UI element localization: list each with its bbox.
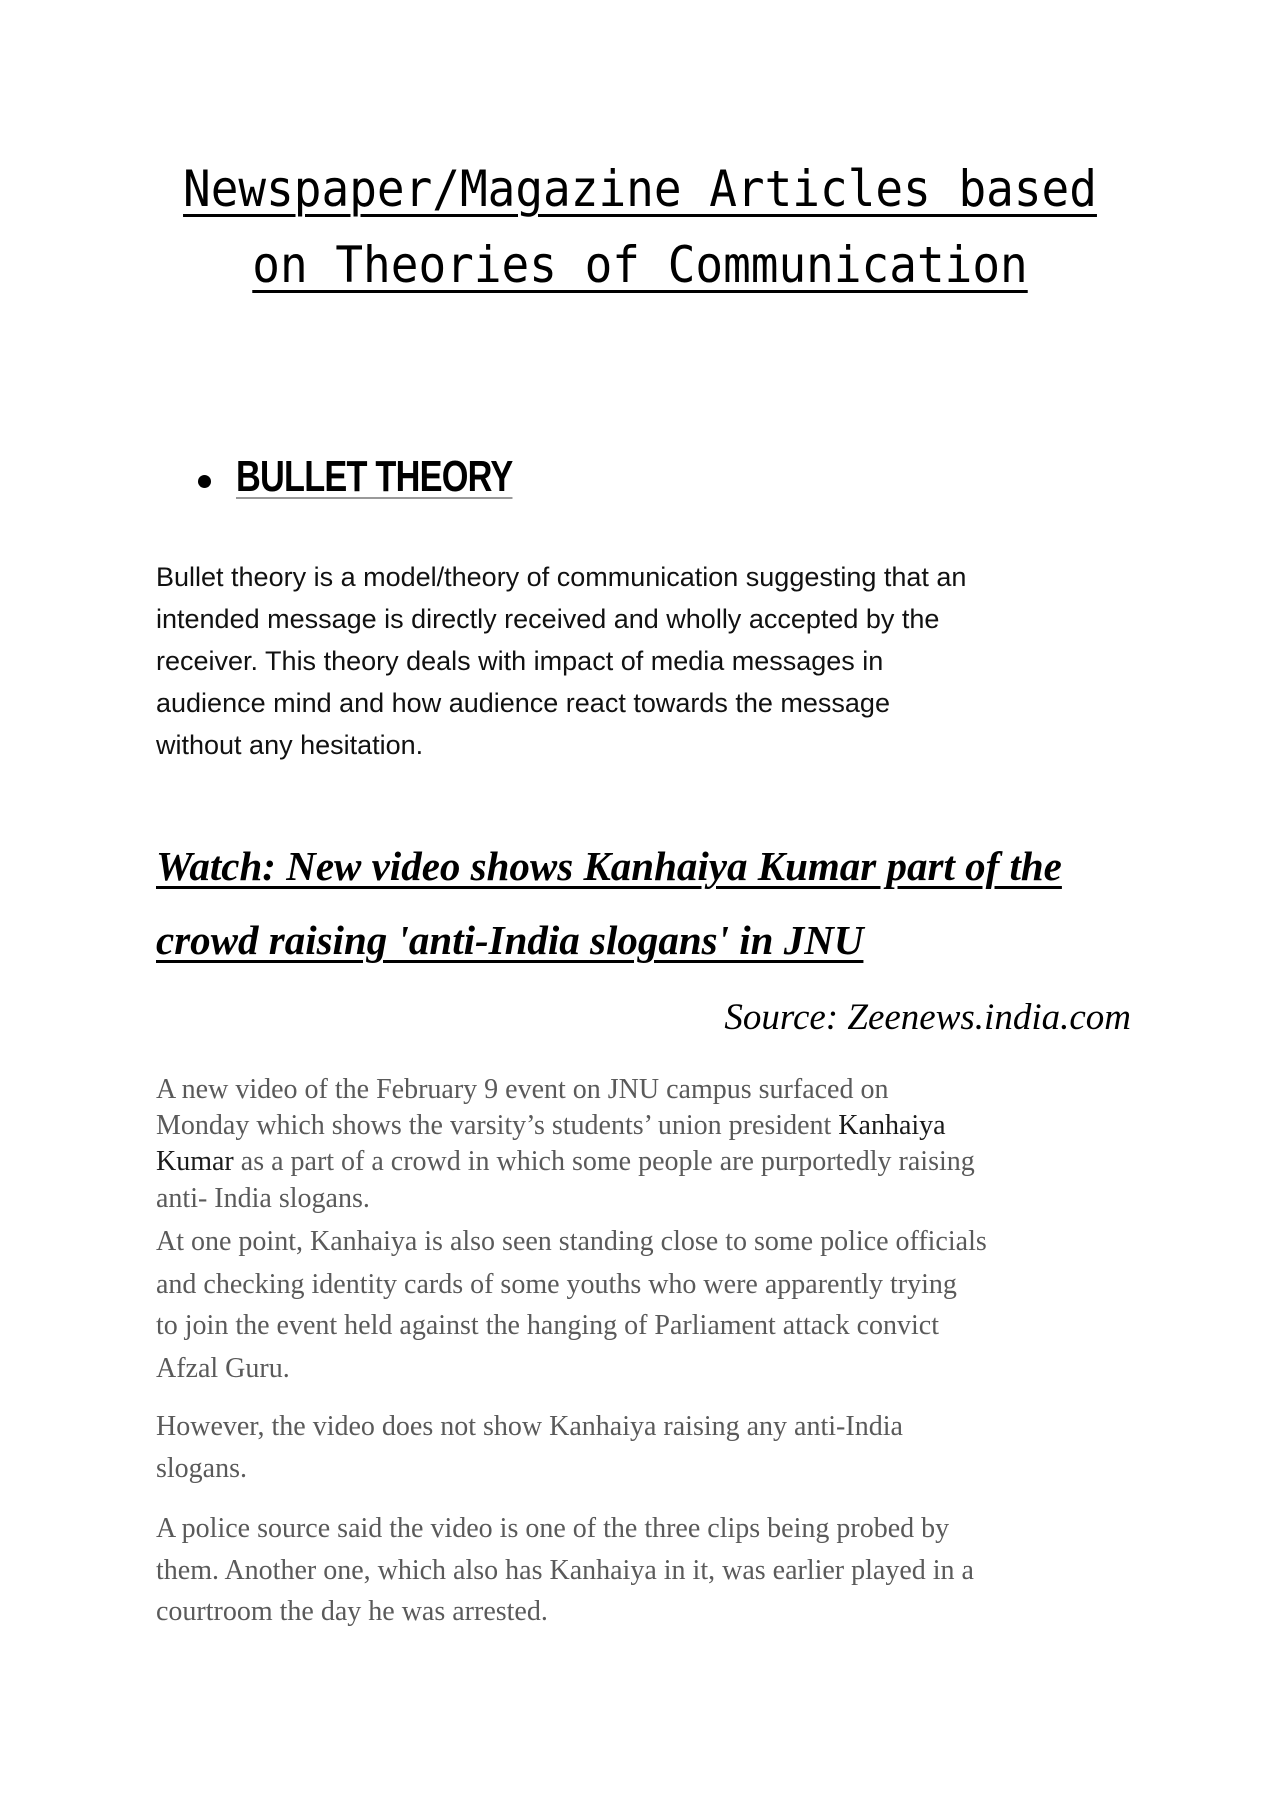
intro-line: Bullet theory is a model/theory of communication suggesting that an <box>156 562 967 592</box>
article-line: to join the event held against the hanging of Parliament attack convict <box>156 1310 939 1341</box>
article-line: anti- India slogans. <box>156 1183 370 1214</box>
article-line <box>156 1146 975 1178</box>
intro-line: without any hesitation. <box>156 730 424 760</box>
article-line: and checking identity cards of some youths who were apparently trying <box>156 1269 957 1300</box>
bullet-icon <box>198 475 211 488</box>
page-title-line-2: on Theories of Communication <box>252 236 1028 294</box>
article-text: as a part of a crowd in which some people are purportedly raising <box>233 1146 975 1177</box>
article-headline-line-2: crowd raising 'anti-India slogans' in JNU <box>156 917 864 963</box>
article-line: At one point, Kanhaiya is also seen standing close to some police officials <box>156 1226 987 1257</box>
article-line: them. Another one, which also has Kanhaiya in it, was earlier played in a <box>156 1555 974 1586</box>
article-line: slogans. <box>156 1453 247 1484</box>
article-line: However, the video does not show Kanhaiya raising any anti-India <box>156 1411 903 1442</box>
article-headline-line-1: Watch: New video shows Kanhaiya Kumar part of the <box>156 843 1062 889</box>
name-highlight: Kumar <box>156 1146 234 1177</box>
intro-line: intended message is directly received and wholly accepted by the <box>156 604 940 634</box>
article-line: A police source said the video is one of the three clips being probed by <box>156 1513 950 1544</box>
intro-line: receiver. This theory deals with impact of media messages in <box>156 646 884 676</box>
page-title-line-1: Newspaper/Magazine Articles based <box>183 160 1097 218</box>
article-line: Afzal Guru. <box>156 1353 290 1384</box>
article-line: A new video of the February 9 event on JNU campus surfaced on <box>156 1074 889 1105</box>
article-source: Source: Zeenews.india.com <box>724 997 1131 1038</box>
article-text: Monday which shows the varsity’s students’ union president <box>156 1110 839 1141</box>
section-heading: BULLET THEORY <box>236 452 513 501</box>
name-highlight: Kanhaiya <box>838 1110 946 1141</box>
article-line <box>156 1110 946 1142</box>
intro-line: audience mind and how audience react towards the message <box>156 688 890 718</box>
article-line: courtroom the day he was arrested. <box>156 1596 548 1627</box>
